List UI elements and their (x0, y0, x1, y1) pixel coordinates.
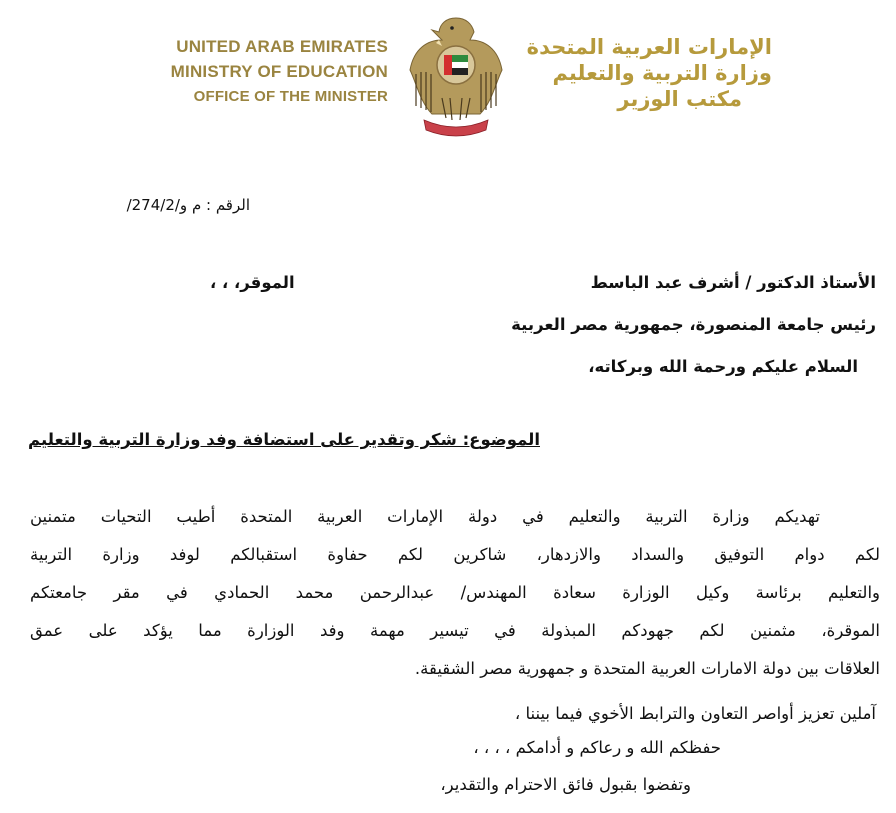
body-line: لكم دوام التوفيق والسداد والازدهار، شاكرين لكم حفاوة استقبالكم لوفد وزارة التربية (30, 545, 880, 564)
subject-line: الموضوع: شكر وتقدير على استضافة وفد وزارة التربية والتعليم (28, 430, 540, 449)
body-line: تهديكم وزارة التربية والتعليم في دولة الإمارات العربية المتحدة أطيب التحيات متمنين (30, 507, 820, 526)
closing-line-2: حفظكم الله و رعاكم و أدامكم ، ، ، ، (473, 738, 721, 757)
greeting: السلام عليكم ورحمة الله وبركاته، (588, 357, 858, 376)
country-name-ar: الإمارات العربية المتحدة (526, 35, 772, 59)
closing-line-1: آملين تعزيز أواصر التعاون والترابط الأخوي فيما بيننا ، (514, 704, 876, 723)
closing-line-3: وتفضوا بقبول فائق الاحترام والتقدير، (440, 775, 691, 794)
uae-emblem-icon (406, 10, 506, 140)
recipient-honorific: الموقر، ، ، (210, 273, 295, 292)
reference-number: الرقم : م و/274/2/ (126, 196, 250, 214)
office-name-ar: مكتب الوزير (617, 87, 742, 111)
recipient-title: رئيس جامعة المنصورة، جمهورية مصر العربية (511, 315, 876, 334)
ministry-name-ar: وزارة التربية والتعليم (552, 61, 772, 85)
letter-body (30, 498, 880, 688)
recipient-name: الأستاذ الدكتور / أشرف عبد الباسط (590, 273, 876, 292)
letterhead-english (130, 34, 388, 109)
body-line: الموقرة، مثمنين لكم جهودكم المبذولة في تيسير مهمة وفد الوزارة مما يؤكد على عمق (30, 621, 880, 640)
body-line: العلاقات بين دولة الامارات العربية المتحدة و جمهورية مصر الشقيقة. (414, 659, 880, 678)
country-name-en: UNITED ARAB EMIRATES (176, 37, 388, 56)
ministry-name-en: MINISTRY OF EDUCATION (170, 62, 388, 81)
body-line: والتعليم برئاسة وكيل الوزارة سعادة المهندس/ عبدالرحمن محمد الحمادي في مقر جامعتكم (30, 583, 880, 602)
office-name-en: OFFICE OF THE MINISTER (193, 88, 388, 105)
letterhead-arabic (512, 34, 772, 112)
recipient-block (511, 262, 876, 388)
